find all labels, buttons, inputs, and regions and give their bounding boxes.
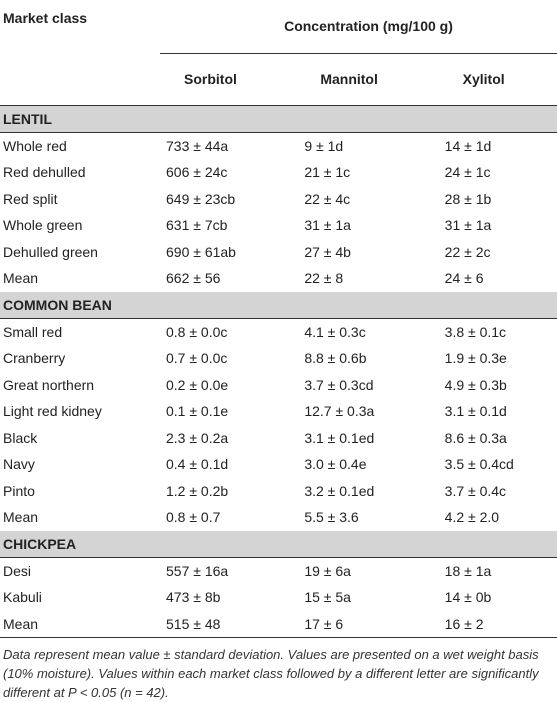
- row-name: Cranberry: [3, 350, 66, 367]
- row-name: Mean: [0, 611, 160, 638]
- cell-sorbitol: 0.8 ± 0.7: [166, 509, 221, 526]
- cell-sorbitol: 1.2 ± 0.2b: [166, 482, 229, 499]
- cell-mannitol: 31 ± 1a: [304, 217, 351, 234]
- cell-sorbitol: 0.7 ± 0.0c: [166, 350, 228, 367]
- cell-mannitol: 3.2 ± 0.1ed: [304, 482, 375, 499]
- cell-sorbitol: 0.4 ± 0.1d: [166, 456, 229, 473]
- cell-xylitol: 4.2 ± 2.0: [444, 509, 500, 526]
- row-name: Mean: [3, 509, 39, 526]
- table-row: [0, 425, 557, 452]
- row-name: Whole green: [3, 217, 83, 234]
- cell-mannitol: 5.5 ± 3.6: [304, 509, 359, 526]
- cell-sorbitol: 2.3 ± 0.2a: [166, 429, 229, 446]
- header-row-1: [0, 0, 557, 53]
- row-name: Mean: [3, 270, 39, 287]
- cell-mannitol: 22 ± 8: [304, 270, 344, 287]
- header-xylitol: Xylitol: [462, 71, 505, 87]
- cell-mannitol: 22 ± 4c: [304, 190, 351, 207]
- cell-sorbitol: 606 ± 24c: [166, 164, 228, 181]
- table-row: [0, 318, 557, 345]
- row-name: Black: [3, 429, 38, 446]
- cell-mannitol: 17 ± 6: [292, 611, 424, 638]
- table-row: [0, 451, 557, 478]
- cell-xylitol: 14 ± 0b: [444, 589, 492, 606]
- table-row: [0, 345, 557, 372]
- row-name: Kabuli: [3, 589, 42, 606]
- cell-sorbitol: 0.2 ± 0.0e: [166, 376, 229, 393]
- header-empty: [0, 53, 160, 105]
- cell-xylitol: 28 ± 1b: [444, 190, 492, 207]
- cell-mannitol: 4.1 ± 0.3c: [304, 323, 366, 340]
- table-row: [0, 132, 557, 159]
- table-row: [0, 584, 557, 611]
- section-row: [0, 292, 557, 319]
- cell-xylitol: 3.8 ± 0.1c: [444, 323, 507, 340]
- cell-xylitol: 31 ± 1a: [444, 217, 492, 234]
- header-sorbitol: Sorbitol: [184, 71, 237, 87]
- cell-mannitol: 3.0 ± 0.4e: [304, 456, 367, 473]
- header-mannitol: Mannitol: [320, 71, 378, 87]
- cell-sorbitol: 0.1 ± 0.1e: [166, 403, 229, 420]
- table-row: [0, 398, 557, 425]
- cell-xylitol: 22 ± 2c: [444, 243, 491, 260]
- cell-mannitol: 9 ± 1d: [304, 137, 344, 154]
- row-name: Great northern: [3, 376, 95, 393]
- cell-sorbitol: 690 ± 61ab: [166, 243, 236, 260]
- table-row: [0, 611, 557, 638]
- cell-sorbitol: 557 ± 16a: [166, 562, 229, 579]
- section-title: CHICKPEA: [0, 531, 557, 558]
- cell-sorbitol: 733 ± 44a: [166, 137, 229, 154]
- cell-mannitol: 8.8 ± 0.6b: [304, 350, 367, 367]
- header-row-2: [0, 53, 557, 105]
- cell-xylitol: 3.1 ± 0.1d: [444, 403, 507, 420]
- cell-mannitol: 3.1 ± 0.1ed: [304, 429, 375, 446]
- row-name: Pinto: [3, 482, 35, 499]
- cell-mannitol: 3.7 ± 0.3cd: [304, 376, 374, 393]
- cell-mannitol: 19 ± 6a: [304, 562, 351, 579]
- cell-xylitol: 14 ± 1d: [444, 137, 492, 154]
- cell-xylitol: 18 ± 1a: [444, 562, 492, 579]
- table-row: [0, 478, 557, 505]
- header-market-class: Market class: [3, 10, 88, 26]
- section-title: COMMON BEAN: [0, 292, 557, 319]
- table-footnote: Data represent mean value ± standard deviation. Values are presented on a wet weight basis (10% moisture). Values within each market class followed by a different letter are significantly different at P < 0.05 (n = 42).: [3, 647, 539, 700]
- table-row: [0, 265, 557, 292]
- cell-sorbitol: 0.8 ± 0.0c: [166, 323, 228, 340]
- cell-sorbitol: 631 ± 7cb: [166, 217, 228, 234]
- cell-xylitol: 8.6 ± 0.3a: [444, 429, 507, 446]
- cell-xylitol: 3.5 ± 0.4cd: [444, 456, 514, 473]
- table-row: [0, 212, 557, 239]
- row-name: Small red: [3, 323, 63, 340]
- row-name: Desi: [3, 562, 32, 579]
- table-row: [0, 557, 557, 584]
- cell-xylitol: 4.9 ± 0.3b: [444, 376, 507, 393]
- cell-xylitol: 16 ± 2: [425, 611, 557, 638]
- cell-sorbitol: 649 ± 23cb: [166, 190, 236, 207]
- row-name: Light red kidney: [3, 403, 102, 420]
- cell-xylitol: 1.9 ± 0.3e: [444, 350, 507, 367]
- row-name: Dehulled green: [3, 243, 98, 260]
- section-row: [0, 105, 557, 132]
- cell-sorbitol: 662 ± 56: [166, 270, 221, 287]
- cell-xylitol: 3.7 ± 0.4c: [444, 482, 507, 499]
- row-name: Red dehulled: [3, 164, 86, 181]
- cell-mannitol: 15 ± 5a: [304, 589, 351, 606]
- cell-mannitol: 21 ± 1c: [304, 164, 351, 181]
- table-row: [0, 372, 557, 399]
- section-title: LENTIL: [0, 105, 557, 132]
- cell-xylitol: 24 ± 1c: [444, 164, 491, 181]
- table-row: [0, 186, 557, 213]
- table-row: [0, 239, 557, 266]
- cell-mannitol: 27 ± 4b: [304, 243, 351, 260]
- cell-mannitol: 12.7 ± 0.3a: [304, 403, 375, 420]
- cell-sorbitol: 515 ± 48: [160, 611, 292, 638]
- header-concentration: Concentration (mg/100 g): [160, 0, 557, 53]
- row-name: Whole red: [3, 137, 67, 154]
- cell-xylitol: 24 ± 6: [444, 270, 484, 287]
- table-row: [0, 504, 557, 531]
- row-name: Navy: [3, 456, 35, 473]
- table-row: [0, 159, 557, 186]
- section-row: [0, 531, 557, 558]
- row-name: Red split: [3, 190, 58, 207]
- cell-sorbitol: 473 ± 8b: [166, 589, 221, 606]
